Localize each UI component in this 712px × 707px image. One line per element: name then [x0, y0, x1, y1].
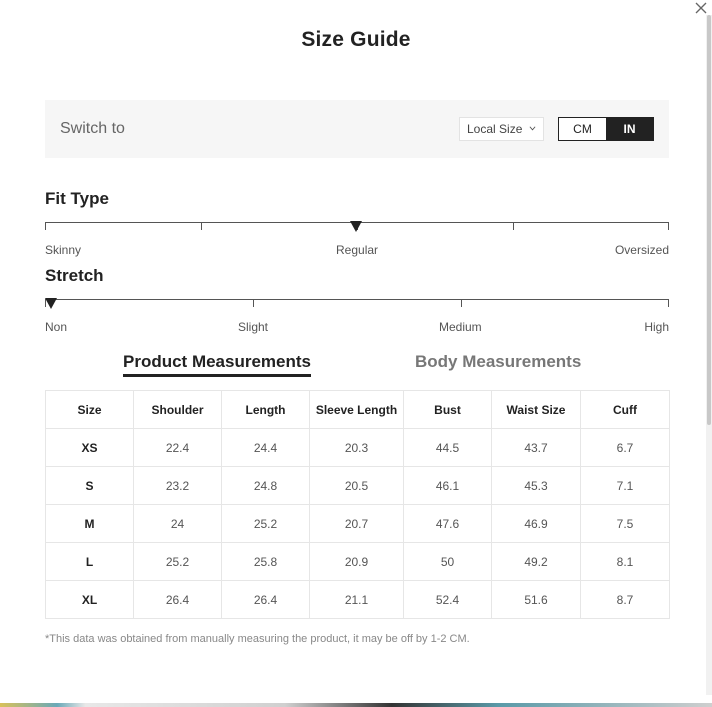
chevron-down-icon	[529, 125, 536, 132]
table-cell: 8.7	[581, 581, 670, 619]
column-header: Size	[46, 391, 134, 429]
table-cell: 20.9	[310, 543, 404, 581]
column-header: Length	[222, 391, 310, 429]
stretch-scale	[45, 299, 669, 311]
table-row	[46, 429, 670, 467]
table-row	[46, 543, 670, 581]
table-cell: 52.4	[404, 581, 492, 619]
unit-cm-button[interactable]: CM	[559, 118, 606, 140]
table-cell: 21.1	[310, 581, 404, 619]
table-cell: 50	[404, 543, 492, 581]
table-header-row	[46, 391, 670, 429]
column-header: Shoulder	[134, 391, 222, 429]
table-cell: 20.5	[310, 467, 404, 505]
measurement-tabs	[0, 352, 712, 376]
unit-toggle	[558, 117, 654, 141]
table-cell: 25.8	[222, 543, 310, 581]
column-header: Waist Size	[492, 391, 581, 429]
measurement-footnote: *This data was obtained from manually measuring the product, it may be off by 1-2 CM.	[45, 633, 470, 645]
table-cell: 51.6	[492, 581, 581, 619]
fit-type-scale	[45, 222, 669, 234]
table-cell: 43.7	[492, 429, 581, 467]
unit-in-button[interactable]: IN	[606, 118, 653, 140]
table-cell: 8.1	[581, 543, 670, 581]
table-cell: 26.4	[222, 581, 310, 619]
table-cell: 49.2	[492, 543, 581, 581]
fit-type-title: Fit Type	[45, 189, 109, 208]
size-table	[45, 390, 670, 619]
switch-label: Switch to	[60, 120, 125, 137]
table-row	[46, 505, 670, 543]
stretch-labels	[45, 320, 669, 334]
table-cell: 24	[134, 505, 222, 543]
table-cell: 46.9	[492, 505, 581, 543]
size-cell: S	[46, 467, 134, 505]
unit-switch-bar	[45, 100, 669, 158]
tab-body-measurements[interactable]: Body Measurements	[415, 352, 582, 371]
local-size-dropdown[interactable]	[459, 117, 544, 141]
table-cell: 24.8	[222, 467, 310, 505]
table-cell: 24.4	[222, 429, 310, 467]
stretch-medium-label: Medium	[439, 320, 482, 334]
table-cell: 20.3	[310, 429, 404, 467]
table-row	[46, 581, 670, 619]
stretch-title: Stretch	[45, 266, 104, 285]
size-cell: XL	[46, 581, 134, 619]
table-cell: 45.3	[492, 467, 581, 505]
size-cell: M	[46, 505, 134, 543]
stretch-high-label: High	[644, 320, 669, 334]
table-cell: 26.4	[134, 581, 222, 619]
size-cell: L	[46, 543, 134, 581]
background-page-strip	[0, 703, 712, 707]
table-cell: 25.2	[134, 543, 222, 581]
table-cell: 47.6	[404, 505, 492, 543]
table-cell: 23.2	[134, 467, 222, 505]
table-cell: 7.1	[581, 467, 670, 505]
stretch-non-label: Non	[45, 320, 68, 334]
table-cell: 46.1	[404, 467, 492, 505]
column-header: Sleeve Length	[310, 391, 404, 429]
fit-regular-label: Regular	[336, 243, 379, 257]
table-row	[46, 467, 670, 505]
scrollbar[interactable]	[706, 15, 712, 695]
stretch-marker	[45, 298, 57, 309]
size-cell: XS	[46, 429, 134, 467]
page-title: Size Guide	[301, 28, 411, 51]
table-cell: 6.7	[581, 429, 670, 467]
local-size-label: Local Size	[467, 122, 523, 136]
stretch-slight-label: Slight	[238, 320, 269, 334]
column-header: Bust	[404, 391, 492, 429]
table-cell: 20.7	[310, 505, 404, 543]
table-cell: 44.5	[404, 429, 492, 467]
column-header: Cuff	[581, 391, 670, 429]
fit-oversized-label: Oversized	[614, 243, 669, 257]
table-cell: 25.2	[222, 505, 310, 543]
scrollbar-thumb[interactable]	[707, 15, 711, 425]
table-cell: 22.4	[134, 429, 222, 467]
fit-type-labels	[45, 243, 669, 257]
fit-skinny-label: Skinny	[45, 243, 82, 257]
tab-product-measurements[interactable]: Product Measurements	[123, 352, 311, 371]
fit-type-marker	[350, 221, 362, 232]
table-cell: 7.5	[581, 505, 670, 543]
